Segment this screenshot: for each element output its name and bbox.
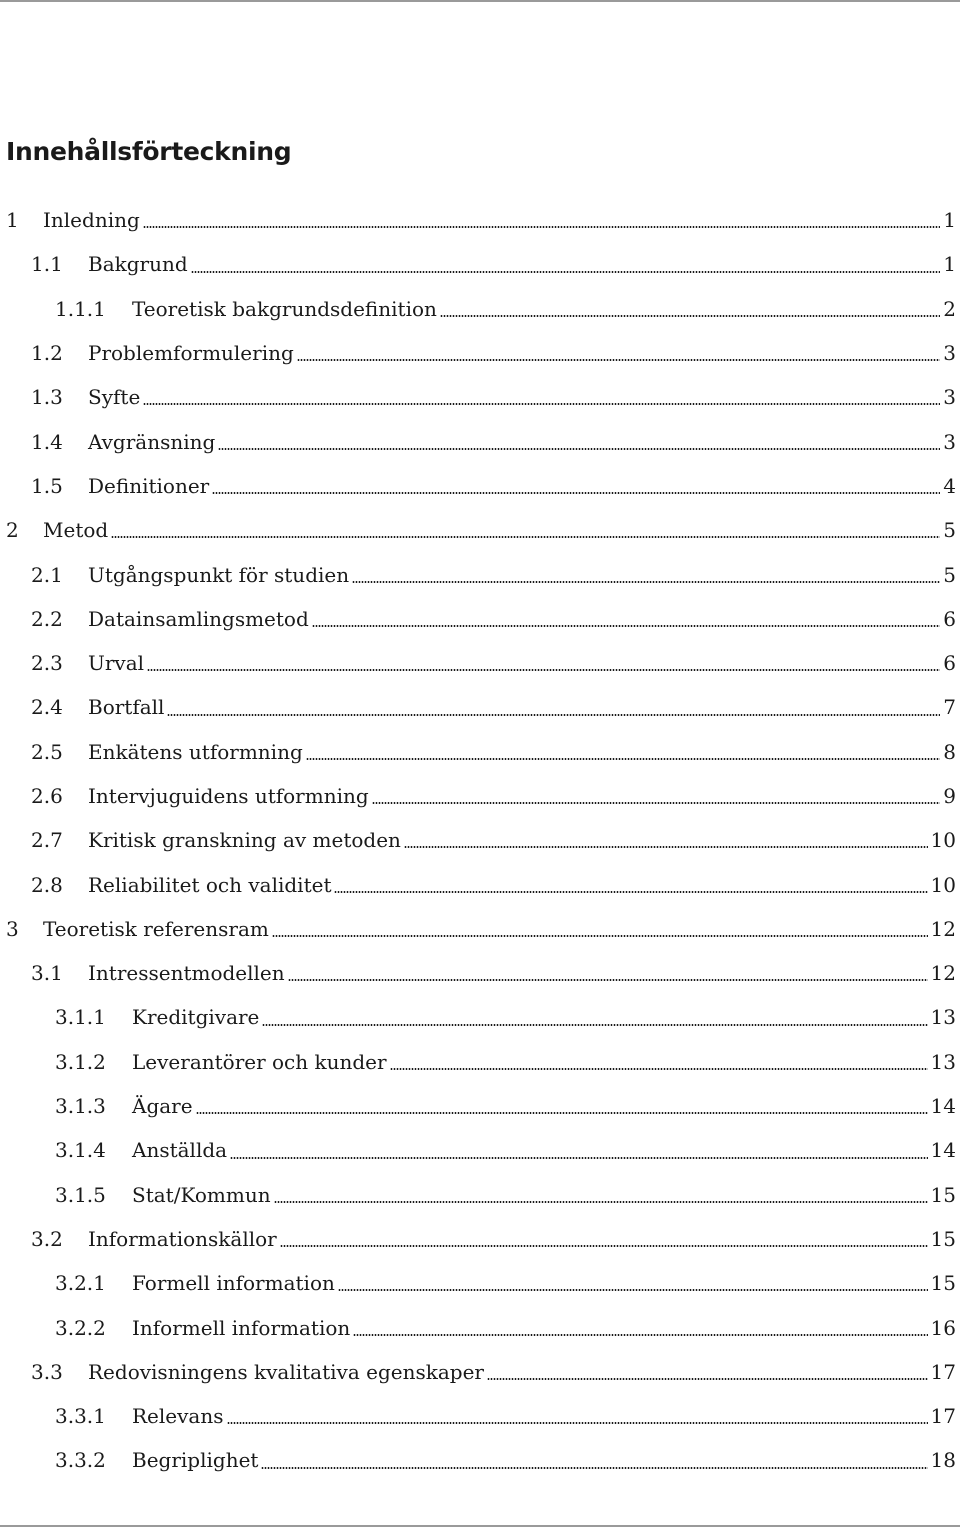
toc-entry[interactable] — [0, 907, 956, 951]
toc-entry-number: 3.1.1 — [55, 1005, 106, 1030]
toc-entry[interactable] — [0, 419, 956, 463]
toc-dot-leader — [196, 1112, 928, 1114]
toc-entry-label: Kritisk granskning av metoden — [88, 828, 401, 853]
toc-entry[interactable] — [0, 1394, 956, 1438]
toc-entry-label: Inledning — [43, 208, 140, 233]
toc-dot-leader — [274, 1201, 928, 1203]
toc-entry[interactable] — [0, 1084, 956, 1128]
toc-entry[interactable] — [0, 331, 956, 375]
toc-dot-leader — [487, 1378, 928, 1380]
toc-entry-number: 3.3.1 — [55, 1404, 106, 1429]
toc-entry-page-number: 3 — [943, 385, 956, 410]
toc-entry[interactable] — [0, 508, 956, 552]
toc-entry-page-number: 15 — [930, 1226, 956, 1251]
toc-entry-label: Redovisningens kvalitativa egenskaper — [88, 1359, 484, 1384]
toc-entry-number: 2.2 — [31, 606, 63, 631]
toc-entry-label: Anställda — [132, 1138, 228, 1163]
toc-entry-number: 3.3.2 — [55, 1448, 106, 1473]
toc-entry-label: Informell information — [132, 1315, 351, 1340]
toc-dot-leader — [390, 1068, 928, 1070]
toc-dot-leader — [111, 536, 940, 538]
toc-entry-number: 3.1.5 — [55, 1182, 106, 1207]
toc-entry[interactable] — [0, 375, 956, 419]
toc-entry-label: Problemformulering — [88, 341, 294, 366]
toc-entry-label: Urval — [88, 651, 145, 676]
toc-dot-leader — [312, 625, 940, 627]
toc-dot-leader — [372, 802, 941, 804]
toc-entry-page-number: 1 — [943, 252, 956, 277]
toc-entry-page-number: 10 — [930, 828, 956, 853]
toc-entry-page-number: 2 — [943, 296, 956, 321]
toc-entry-label: Ägare — [132, 1094, 193, 1119]
toc-dot-leader — [147, 669, 940, 671]
toc-dot-leader — [191, 271, 941, 273]
toc-entry-page-number: 13 — [930, 1049, 956, 1074]
toc-entry-page-number: 7 — [943, 695, 956, 720]
toc-dot-leader — [262, 1024, 927, 1026]
toc-entry-number: 1.1.1 — [55, 296, 106, 321]
toc-entry[interactable] — [0, 641, 956, 685]
toc-entry-number: 2.4 — [31, 695, 63, 720]
toc-entry-label: Kreditgivare — [132, 1005, 260, 1030]
toc-entry-page-number: 14 — [930, 1138, 956, 1163]
toc-entry-page-number: 17 — [930, 1359, 956, 1384]
toc-entry-page-number: 3 — [943, 429, 956, 454]
toc-entry-label: Teoretisk bakgrundsdefinition — [132, 296, 437, 321]
toc-entry-label: Stat/Kommun — [132, 1182, 271, 1207]
toc-dot-leader — [288, 979, 928, 981]
toc-entry[interactable] — [0, 287, 956, 331]
top-border-line — [0, 0, 960, 2]
toc-entry-number: 3 — [6, 916, 19, 941]
toc-entry-page-number: 10 — [930, 872, 956, 897]
toc-entry-number: 3.2 — [31, 1226, 63, 1251]
toc-entry-page-number: 6 — [943, 651, 956, 676]
toc-dot-leader — [352, 581, 940, 583]
toc-entry-number: 3.1 — [31, 961, 63, 986]
toc-entry-page-number: 3 — [943, 341, 956, 366]
toc-dot-leader — [218, 448, 940, 450]
toc-list — [0, 198, 956, 1483]
toc-entry[interactable] — [0, 951, 956, 995]
toc-dot-leader — [297, 359, 940, 361]
toc-entry-page-number: 16 — [930, 1315, 956, 1340]
toc-entry[interactable] — [0, 818, 956, 862]
toc-entry-number: 2.3 — [31, 651, 63, 676]
toc-entry-page-number: 4 — [943, 473, 956, 498]
toc-entry-page-number: 8 — [943, 739, 956, 764]
toc-entry-label: Utgångspunkt för studien — [88, 562, 350, 587]
toc-entry-label: Reliabilitet och validitet — [88, 872, 332, 897]
toc-entry-page-number: 15 — [930, 1182, 956, 1207]
toc-entry-page-number: 12 — [930, 961, 956, 986]
toc-entry-number: 1.3 — [31, 385, 63, 410]
toc-entry-page-number: 12 — [930, 916, 956, 941]
toc-entry-page-number: 5 — [943, 518, 956, 543]
toc-entry[interactable] — [0, 730, 956, 774]
toc-entry-label: Definitioner — [88, 473, 210, 498]
toc-entry-label: Teoretisk referensram — [43, 916, 269, 941]
toc-entry[interactable] — [0, 552, 956, 596]
toc-entry[interactable] — [0, 1350, 956, 1394]
toc-entry-page-number: 5 — [943, 562, 956, 587]
toc-entry-number: 3.1.2 — [55, 1049, 106, 1074]
toc-entry-label: Bortfall — [88, 695, 165, 720]
toc-entry-label: Syfte — [88, 385, 141, 410]
toc-entry-label: Intressentmodellen — [88, 961, 285, 986]
toc-entry-number: 1.2 — [31, 341, 63, 366]
toc-entry[interactable] — [0, 1128, 956, 1172]
toc-entry[interactable] — [0, 1173, 956, 1217]
toc-dot-leader — [334, 891, 927, 893]
toc-entry[interactable] — [0, 1217, 956, 1261]
toc-title: Innehållsförteckning — [6, 136, 292, 166]
toc-entry-number: 2 — [6, 518, 19, 543]
toc-dot-leader — [306, 758, 941, 760]
toc-entry-number: 1.5 — [31, 473, 63, 498]
toc-entry[interactable] — [0, 464, 956, 508]
toc-entry-label: Begriplighet — [132, 1448, 259, 1473]
toc-entry-number: 3.2.2 — [55, 1315, 106, 1340]
toc-entry-page-number: 17 — [930, 1404, 956, 1429]
toc-entry-number: 2.5 — [31, 739, 63, 764]
toc-entry[interactable] — [0, 774, 956, 818]
toc-entry[interactable] — [0, 995, 956, 1039]
toc-entry-number: 3.1.4 — [55, 1138, 106, 1163]
toc-entry[interactable] — [0, 1438, 956, 1482]
toc-entry-label: Intervjuguidens utformning — [88, 784, 369, 808]
toc-dot-leader — [212, 492, 940, 494]
toc-dot-leader — [143, 403, 940, 405]
toc-entry-number: 3.3 — [31, 1359, 63, 1384]
toc-dot-leader — [404, 846, 928, 848]
toc-entry-number: 1.4 — [31, 429, 63, 454]
toc-entry-label: Informationskällor — [88, 1226, 277, 1251]
toc-entry-page-number: 9 — [943, 784, 956, 808]
toc-entry-label: Metod — [43, 518, 109, 543]
toc-dot-leader — [167, 714, 940, 716]
toc-entry-page-number: 18 — [930, 1448, 956, 1473]
toc-entry-number: 3.2.1 — [55, 1271, 106, 1296]
toc-dot-leader — [261, 1467, 927, 1469]
toc-entry-page-number: 14 — [930, 1094, 956, 1119]
toc-entry[interactable] — [0, 1261, 956, 1305]
toc-dot-leader — [280, 1245, 928, 1247]
toc-entry-number: 3.1.3 — [55, 1094, 106, 1119]
toc-entry-page-number: 13 — [930, 1005, 956, 1030]
toc-dot-leader — [338, 1289, 928, 1291]
toc-entry[interactable] — [0, 198, 956, 242]
toc-entry-number: 2.7 — [31, 828, 63, 853]
toc-entry-label: Relevans — [132, 1404, 224, 1429]
toc-dot-leader — [353, 1334, 927, 1336]
toc-dot-leader — [143, 226, 940, 228]
toc-entry-label: Bakgrund — [88, 252, 188, 277]
bottom-border-line — [0, 1525, 960, 1527]
toc-dot-leader — [440, 315, 940, 317]
toc-entry-label: Formell information — [132, 1271, 335, 1296]
toc-entry-number: 1 — [6, 208, 19, 233]
toc-dot-leader — [272, 935, 928, 937]
toc-entry-page-number: 1 — [943, 208, 956, 233]
toc-entry-label: Leverantörer och kunder — [132, 1049, 387, 1074]
toc-entry[interactable] — [0, 862, 956, 906]
toc-entry-number: 2.6 — [31, 784, 63, 808]
toc-entry-number: 2.8 — [31, 872, 63, 897]
toc-entry[interactable] — [0, 1305, 956, 1349]
toc-entry[interactable] — [0, 597, 956, 641]
toc-entry-label: Datainsamlingsmetod — [88, 606, 309, 631]
toc-entry-number: 1.1 — [31, 252, 63, 277]
toc-entry[interactable] — [0, 685, 956, 729]
toc-entry-label: Avgränsning — [88, 429, 216, 454]
toc-entry-label: Enkätens utformning — [88, 739, 303, 764]
toc-entry[interactable] — [0, 242, 956, 286]
toc-dot-leader — [230, 1157, 927, 1159]
toc-entry[interactable] — [0, 1040, 956, 1084]
toc-entry-number: 2.1 — [31, 562, 63, 587]
toc-dot-leader — [227, 1422, 928, 1424]
toc-entry-page-number: 6 — [943, 606, 956, 631]
toc-entry-page-number: 15 — [930, 1271, 956, 1296]
